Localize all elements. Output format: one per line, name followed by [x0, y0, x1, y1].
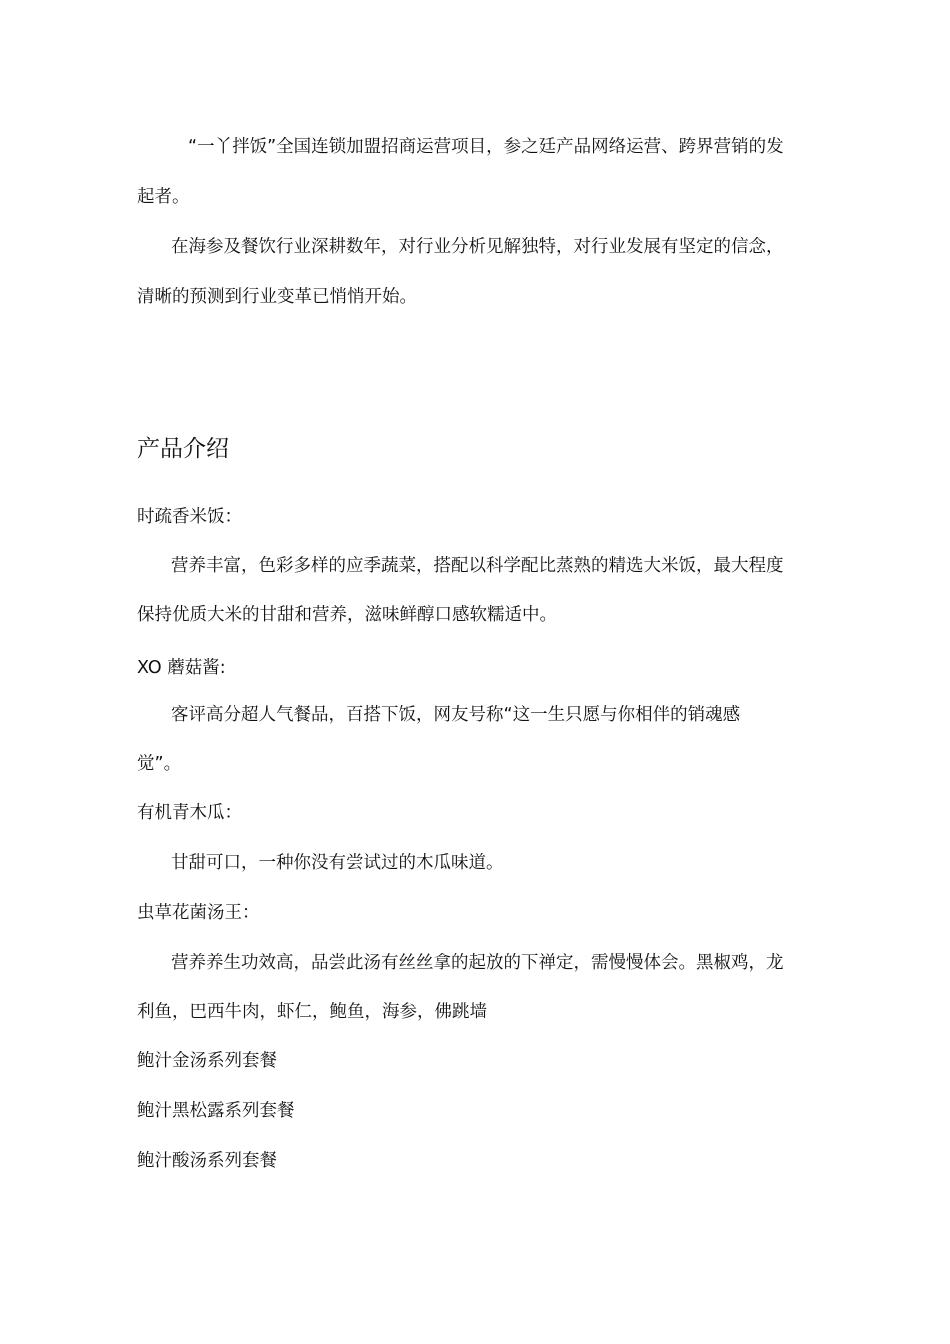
product-title-soup: 虫草花菌汤王： — [137, 903, 260, 923]
intro-paragraph-2-line-2: 清晰的预测到行业变革已悄悄开始。 — [137, 287, 417, 307]
intro-paragraph-1-line-1: “一丫拌饭”全国连锁加盟招商运营项目，参之廷产品网络运营、跨界营销的发 — [188, 137, 784, 157]
product-desc-soup-line-2: 利鱼，巴西牛肉，虾仁，鲍鱼，海参，佛跳墙 — [137, 1002, 487, 1022]
product-title-papaya: 有机青木瓜： — [137, 803, 242, 823]
set-meal-sour-soup: 鲍汁酸汤系列套餐 — [137, 1151, 277, 1171]
product-desc-rice-line-2: 保持优质大米的甘甜和营养，滋味鲜醇口感软糯适中。 — [137, 605, 557, 625]
product-desc-xo-sauce-line-2: 觉”。 — [137, 754, 182, 774]
intro-paragraph-2-line-1: 在海参及餐饮行业深耕数年，对行业分析见解独特，对行业发展有坚定的信念， — [171, 237, 784, 257]
intro-paragraph-1-line-2: 起者。 — [137, 187, 190, 207]
section-heading-products: 产品介绍 — [137, 436, 229, 462]
product-title-rice: 时疏香米饭： — [137, 507, 242, 527]
product-desc-rice-line-1: 营养丰富，色彩多样的应季蔬菜，搭配以科学配比蒸熟的精选大米饭，最大程度 — [171, 556, 784, 576]
product-desc-xo-sauce-line-1: 客评高分超人气餐品，百搭下饭，网友号称“这一生只愿与你相伴的销魂感 — [171, 705, 741, 725]
product-title-xo-sauce: XO 蘑菇酱: — [137, 658, 226, 678]
product-desc-soup-line-1: 营养养生功效高，品尝此汤有丝丝拿的起放的下禅定，需慢慢体会。黑椒鸡，龙 — [171, 953, 784, 973]
set-meal-black-truffle: 鲍汁黑松露系列套餐 — [137, 1101, 295, 1121]
product-desc-papaya-line-1: 甘甜可口，一种你没有尝试过的木瓜味道。 — [171, 853, 504, 873]
set-meal-golden-soup: 鲍汁金汤系列套餐 — [137, 1051, 277, 1071]
